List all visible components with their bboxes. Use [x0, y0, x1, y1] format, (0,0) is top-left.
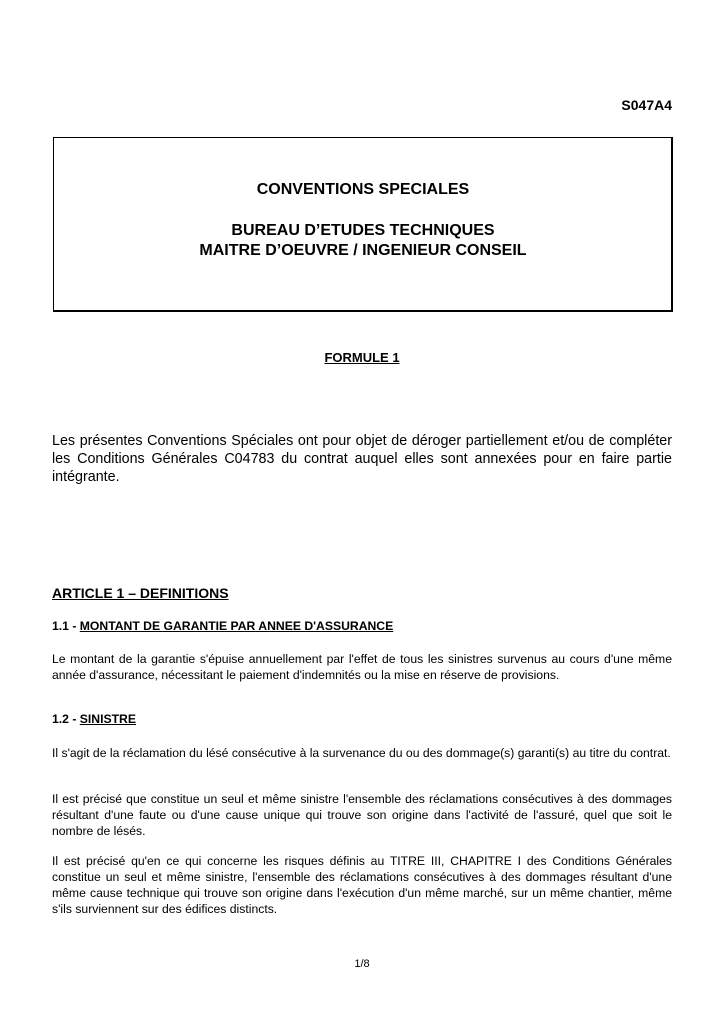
section-1-2-title: SINISTRE	[79, 712, 136, 726]
section-1-1-number: 1.1 -	[52, 619, 80, 633]
page-number: 1/8	[354, 958, 370, 970]
title-maitre: MAITRE D’OEUVRE / INGENIEUR CONSEIL	[199, 242, 527, 259]
section-1-2-paragraph-3: Il est précisé qu'en ce qui concerne les risques définis au TITRE III, CHAPITRE I des Conditions Générales constitue un seul et même sinistre, l'ensemble des réclamations consécutives à des dommages résultant d'une même cause technique qui trouve son origine dans l'exécution d'un même marché, sur un même chantier, même s'ils surviennent sur des édifices distincts.	[52, 854, 672, 916]
section-1-1-heading	[52, 619, 393, 633]
formula-heading: FORMULE 1	[324, 350, 400, 365]
section-1-2-number: 1.2 -	[52, 712, 80, 726]
document-code: S047A4	[621, 97, 672, 113]
section-1-1-text: Le montant de la garantie s'épuise annuellement par l'effet de tous les sinistres survenus au cours d'une même année d'assurance, nécessitant le paiement d'indemnités ou la mise en réserve de provisions.	[52, 652, 672, 682]
title-conventions: CONVENTIONS SPECIALES	[256, 181, 470, 198]
section-1-2-paragraph-2: Il est précisé que constitue un seul et même sinistre l'ensemble des réclamations consécutives à des dommages résultant d'une faute ou d'une cause unique qui trouve son origine dans l'activité de l'assuré, quel que soit le nombre de lésés.	[52, 792, 672, 838]
section-1-2-paragraph-1: Il s'agit de la réclamation du lésé consécutive à la survenance du ou des dommage(s) garanti(s) au titre du contrat.	[52, 746, 671, 760]
section-1-1-title: MONTANT DE GARANTIE PAR ANNEE D'ASSURANCE	[79, 619, 394, 633]
article-1-heading: ARTICLE 1 – DEFINITIONS	[52, 585, 229, 601]
title-bureau: BUREAU D’ETUDES TECHNIQUES	[231, 222, 495, 239]
intro-paragraph: Les présentes Conventions Spéciales ont pour objet de déroger partiellement et/ou de compléter les Conditions Générales C04783 du contrat auquel elles sont annexées pour en faire partie intégrante.	[52, 433, 672, 485]
section-1-2-heading	[52, 712, 136, 726]
